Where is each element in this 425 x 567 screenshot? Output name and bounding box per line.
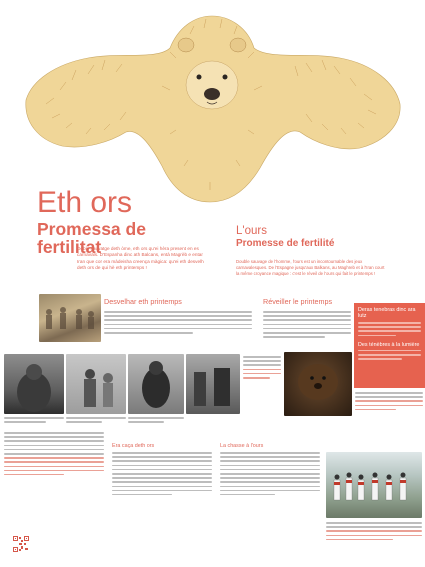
french-section2-text [220,452,320,498]
french-section1-heading: Réveiller le printemps [263,297,333,306]
photo-bear-costume-4 [186,354,240,414]
occitan-section2-heading: Era caça deth ors [112,443,155,449]
callout-text-fr [354,348,425,365]
photo-dancers [326,452,422,518]
occitan-section1-text [104,311,252,336]
photo-dancers-caption [326,522,422,543]
callout-text-oc [354,319,425,341]
callout-heading: Deras tenebras dinc ara lutz [358,307,416,319]
occitan-section1-heading: Desvelhar eth printemps [104,297,182,306]
french-title: L'ours [236,225,267,237]
occitan-section2-text [112,452,212,498]
french-section1-text [263,311,351,340]
left-column-text [4,432,104,478]
french-intro: Double sauvage de l'homme, l'ours est un incontournable des jeux carnavalesques. De l'Espagne jusqu'aux Balkans, au Maghreb et à l'Iran court la même croyance magique : c'est le réveil de l'ours qui fait le printemps ! [236,259,385,276]
french-title-block [236,226,376,249]
occitan-title: Eth ors [37,186,133,219]
photo-bear-costume-2 [66,354,126,414]
photo-caption-1 [4,417,64,425]
photo-bear-closeup [284,352,352,416]
french-subtitle: Promesse de fertilité [236,237,335,249]
caption-block-1 [243,356,281,381]
occitan-intro: Doble sauvatge deth òme, eth ors qu'ei hèra present en es carnavals. D'Espanha dinc ath Balcans, entà Magrèb e entar Iran que cor era màdeisha creença màgica: qu'ei eth desvelh deth ors de qui hè eth printemps ! [77,246,204,270]
caption-block-2 [355,392,423,413]
french-section2-heading: La chasse à l'ours [220,443,264,449]
callout-subheading: Des ténèbres à la lumière [358,341,420,348]
photo-caption-3 [128,417,184,425]
photo-procession [39,294,101,342]
qr-code-icon[interactable] [13,536,29,552]
bear-illustration [0,0,425,215]
callout-box [354,303,425,388]
occitan-subtitle: Promessa de fertilitat [37,219,146,258]
photo-caption-2 [66,417,126,425]
photo-bear-costume-3 [128,354,184,414]
photo-bear-costume-1 [4,354,64,414]
